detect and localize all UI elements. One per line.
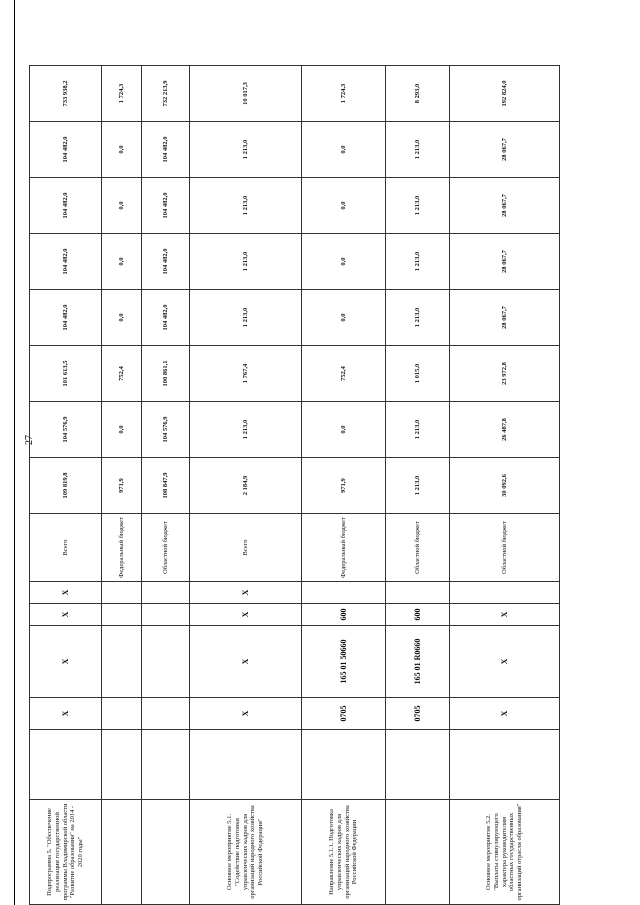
value-cell: 0,0 <box>102 122 142 178</box>
code-cell: Х <box>30 604 102 626</box>
code-cell <box>142 626 190 698</box>
code-cell: 600 <box>302 604 386 626</box>
code-cell <box>142 698 190 730</box>
code-cell <box>302 582 386 604</box>
code-cell: 165 01 50660 <box>302 626 386 698</box>
value-cell: 1 213,0 <box>386 402 450 458</box>
funding-source-cell: Федеральный бюджет <box>102 514 142 582</box>
code-cell: Х <box>190 626 302 698</box>
funding-source-cell: Федеральный бюджет <box>302 514 386 582</box>
funding-source-cell: Областной бюджет <box>450 514 560 582</box>
code-cell <box>190 730 302 800</box>
code-cell: 0705 <box>386 698 450 730</box>
value-cell: 104 482,0 <box>30 290 102 346</box>
code-cell <box>102 698 142 730</box>
code-cell: Х <box>450 698 560 730</box>
code-cell: Х <box>190 698 302 730</box>
value-cell: 1 213,0 <box>386 234 450 290</box>
value-cell: 2 184,9 <box>190 458 302 514</box>
value-cell: 1 213,0 <box>190 178 302 234</box>
value-cell: 0,0 <box>302 402 386 458</box>
value-cell: 1 213,0 <box>190 234 302 290</box>
code-cell <box>102 582 142 604</box>
value-cell: 28 067,7 <box>450 290 560 346</box>
funding-source-cell: Всего <box>30 514 102 582</box>
code-cell <box>450 582 560 604</box>
value-cell: 0,0 <box>102 290 142 346</box>
code-cell <box>142 582 190 604</box>
table-row <box>102 66 142 905</box>
value-cell: 1 213,0 <box>386 178 450 234</box>
value-cell: 23 972,8 <box>450 346 560 402</box>
code-cell: 600 <box>386 604 450 626</box>
value-cell: 28 067,7 <box>450 234 560 290</box>
value-cell: 0,0 <box>102 234 142 290</box>
budget-table-rotated <box>29 70 523 905</box>
value-cell: 28 067,7 <box>450 178 560 234</box>
value-cell: 104 482,0 <box>142 178 190 234</box>
row-name-cell: Основное мероприятие 5.1. "Содействие подготовки управленческих кадров для организаций народного хозяйства Российской Федерации" <box>190 800 302 905</box>
value-cell: 109 819,8 <box>30 458 102 514</box>
code-cell: Х <box>30 582 102 604</box>
value-cell: 1 213,0 <box>386 290 450 346</box>
funding-source-cell: Областной бюджет <box>142 514 190 582</box>
value-cell: 0,0 <box>302 122 386 178</box>
code-cell: 0705 <box>302 698 386 730</box>
row-name-cell <box>142 800 190 905</box>
value-cell: 30 092,6 <box>450 458 560 514</box>
value-cell: 0,0 <box>302 234 386 290</box>
code-cell: 165 01 R0660 <box>386 626 450 698</box>
value-cell: 1 213,0 <box>386 458 450 514</box>
value-cell: 752,4 <box>102 346 142 402</box>
row-name-cell <box>102 800 142 905</box>
value-cell: 8 293,0 <box>386 66 450 122</box>
table-row <box>450 66 560 905</box>
value-cell: 1 213,0 <box>190 122 302 178</box>
value-cell: 101 613,5 <box>30 346 102 402</box>
code-cell: Х <box>30 626 102 698</box>
value-cell: 0,0 <box>302 290 386 346</box>
code-cell <box>450 730 560 800</box>
table-row <box>386 66 450 905</box>
page-number: 27 <box>24 435 35 445</box>
value-cell: 1 015,0 <box>386 346 450 402</box>
value-cell: 100 861,1 <box>142 346 190 402</box>
code-cell <box>30 730 102 800</box>
value-cell: 1 213,0 <box>386 122 450 178</box>
code-cell <box>386 730 450 800</box>
code-cell <box>102 730 142 800</box>
page-left-edge <box>0 0 15 905</box>
code-cell: Х <box>190 582 302 604</box>
value-cell: 104 482,0 <box>30 122 102 178</box>
code-cell: Х <box>450 626 560 698</box>
value-cell: 1 213,0 <box>190 402 302 458</box>
code-cell <box>386 582 450 604</box>
value-cell: 104 482,0 <box>142 234 190 290</box>
table-row <box>302 66 386 905</box>
value-cell: 10 017,3 <box>190 66 302 122</box>
value-cell: 1 213,0 <box>190 290 302 346</box>
value-cell: 752,4 <box>302 346 386 402</box>
row-name-cell: Подпрограмма 5. "Обеспечение реализации государственной программы Владимирской области "Развитие образования" на 2014 - 2020 годы" <box>30 800 102 905</box>
table-row <box>190 66 302 905</box>
funding-source-cell: Всего <box>190 514 302 582</box>
value-cell: 104 482,0 <box>30 234 102 290</box>
row-name-cell: Направление 5.1.1. Подготовка управленческих кадров для организаций народного хозяйства Российской Федерации <box>302 800 386 905</box>
value-cell: 192 824,0 <box>450 66 560 122</box>
value-cell: 104 482,0 <box>142 122 190 178</box>
value-cell: 971,9 <box>102 458 142 514</box>
value-cell: 733 938,2 <box>30 66 102 122</box>
value-cell: 971,9 <box>302 458 386 514</box>
value-cell: 0,0 <box>102 402 142 458</box>
code-cell: Х <box>30 698 102 730</box>
funding-source-cell: Областной бюджет <box>386 514 450 582</box>
value-cell: 1 767,4 <box>190 346 302 402</box>
table-row <box>142 66 190 905</box>
code-cell <box>102 604 142 626</box>
row-name-cell: Основное мероприятие 5.2. "Выплаты стимулирующего характера руководителям областных государственных организаций отрасли образования" <box>450 800 560 905</box>
budget-table <box>29 65 560 905</box>
value-cell: 104 576,9 <box>142 402 190 458</box>
value-cell: 26 487,8 <box>450 402 560 458</box>
table-row <box>30 66 102 905</box>
value-cell: 104 482,0 <box>142 290 190 346</box>
code-cell <box>302 730 386 800</box>
row-name-cell <box>386 800 450 905</box>
value-cell: 732 213,9 <box>142 66 190 122</box>
value-cell: 104 576,9 <box>30 402 102 458</box>
value-cell: 1 724,3 <box>102 66 142 122</box>
code-cell <box>142 604 190 626</box>
value-cell: 0,0 <box>302 178 386 234</box>
value-cell: 1 724,3 <box>302 66 386 122</box>
value-cell: 104 482,0 <box>30 178 102 234</box>
code-cell <box>142 730 190 800</box>
value-cell: 108 847,9 <box>142 458 190 514</box>
code-cell: Х <box>190 604 302 626</box>
value-cell: 0,0 <box>102 178 142 234</box>
code-cell <box>102 626 142 698</box>
code-cell: Х <box>450 604 560 626</box>
value-cell: 28 067,7 <box>450 122 560 178</box>
